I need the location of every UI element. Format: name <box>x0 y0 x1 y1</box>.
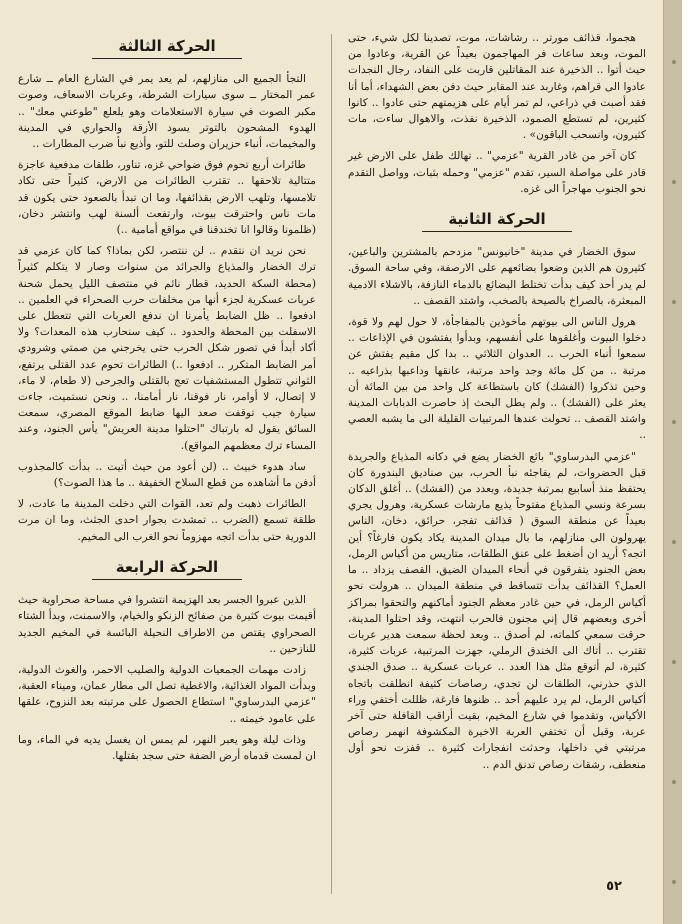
section-heading-movement-4: الحركة الرابعة <box>92 559 242 580</box>
body-paragraph: ساد هدوء خبيث .. (لن أعود من حيث أتيت .. بدأت كالمجذوب أدفن ما أشاهده من قطع السلاح الخفيفة .. ما هذا الصوت؟) <box>18 459 316 490</box>
right-column <box>348 30 646 778</box>
column-divider <box>331 34 332 894</box>
body-paragraph: زادت مهمات الجمعيات الدولية والصليب الاحمر، والغوث الدولية، وبدأت المواد الغذائية، والاغطية تصل الى مطار عمان، وميناء العقبة، "عزمي البدرساوي" استطاع الحصول على مرتبته بعد النزوح، علقها على عامود خيمته .. <box>18 662 316 725</box>
page-number: ٥٢ <box>606 879 622 894</box>
body-paragraph: وذات ليلة وهو يعبر النهر، لم يمس ان يغسل يديه في الماء، وما ان لمست قدماه أرض الضفة حتى سجد بقتلها. <box>18 732 316 762</box>
intro-paragraph: كان آخر من غادر القرية "عزمي" .. تهالك طفل على الارض غير قادر على مواصلة السير، تقدم "عزمي" وحمله بثبات، وواصل التقدم نحو الجنوب مهاجراً الى غزه. <box>348 149 646 195</box>
body-paragraph: سوق الخضار في مدينة "خانيونس" مزدحم بالمشترين والباعين، كثيرون هم الذين وضعوا بضائعهم على الارصفة، وفي ساحة السوق. لم يدر أحد كيف بدأت تختلط البضائع بالدماء النازفة، بالاشلاء الادمية المبعثرة، بالصراخ بالصيحة بالصخب، واشتد القصف .. <box>348 245 646 307</box>
body-paragraph: التجأ الجميع الى منازلهم، لم يعد يمر في الشارع العام ــ شارع عمر المختار ــ سوى سيارات الشرطة، وعربات الاسعاف، وصوت مكبر الصوت في سيارة الاستعلامات وهو يلعلع "طوعني معك" .. الهدوء المشحون بالتوتر يسود الأزقة والحواري في المدينة والمخيمات، أنباء حزيران وصلت للتو، وأذيع نبأ ضرب المطارات .. <box>18 72 316 151</box>
left-column <box>18 30 316 769</box>
section-heading-movement-3: الحركة الثالثة <box>92 38 242 59</box>
book-binding-edge <box>663 0 682 924</box>
intro-paragraph: هجموا، قذائف مورتر .. رشاشات، موت، تصدينا لكل شيء، حتى الموت، وبعد ساعات فر المهاجمون بعيداً عن القرية، وعادوا من حيث أتوا .. الذخيرة عند المقاتلين قاربت على النفاد، رجال النجدات عادوا الى قراهم، وغاربد عند المقابر حيث دفن بعض الشهداء، أما أنا فقد أصبت في ذراعي، لم تمر أيام على هزيمتهم حتى عادوا .. كانوا كثيرين، لم تستطع الصمود، الذخيرة نفذت، والاهوال ساءت، مات كثيرون، وانسحب الباقون» . <box>348 31 646 142</box>
body-paragraph: نحن نريد ان نتقدم .. لن ننتصر، لكن بماذا؟ كما كان عزمي قد ترك الخضار والمذياع والجرائد من سنوات وصار لا يتكلم كثيراً (محطة السكة الحديد، قطار نائم في منتصف الليل يحمل شحنة عربات عسكرية لجزء أنها من مخلفات حرب الصحراء في العلمين .. ادفعوا .. ظل الضابط يأمرنا ان ندفع العربات التي تتعطل على الاسفلت بين المحطة والحدود .. كيف سنحارب هذه المعدات؟ ولا أكاد أبدأ في تصور شكل الحرب حتى يخرجني من صمتي وشرودي أمر الضابط المتكرر .. ادفعوا ..) الطائرات تحوم عدد القتلى يرتفع، الثواني تتطول المستشفيات تعج بالقتلى والجرحى (لا طعام، لا ماء، لا إتصال، لا أوامر، نار فوقنا، نار أمامنا، .. ونحن نستميت، جاءت سيارة جيب توقفت صعد اليها ضابط الموقع المصري، سمعت السائق يقول له بارتباك "احتلوا مدينة العريش" يأس الجنود، وعند المساء ترك معظمهم المواقع). <box>18 244 316 452</box>
body-paragraph: طائرات أربع تحوم فوق ضواحي غزه، تناور، طلقات مدفعية عاجزة متتالية تلاحقها .. تقترب الطائرات من الارض، كثيراً حتى تكاد تلامسها، وتلهب الارض بقذائفها، وما ان تبدأ بالصعود حتى يكون قد مات ناس واحترقت بيوت، وارتفعت ألسنة لهب وانتشر دخان، (ظلمونا وقالوا انا تخندقنا في مواقع أمامية ..) <box>18 158 316 237</box>
body-paragraph: هرول الناس الى بيوتهم مأخوذين بالمفاجأة، لا حول لهم ولا قوة، دخلوا البيوت وأغلقوها على أنفسهم، وبدأوا يفتشون في الإذاعات .. سمعوا أنباء الحرب .. العدوان الثلاثي .. بدا كل مقيم يفتش عن مرتبة .. من كل مائة وجد واحد مرتبة، عانقها وداعبها بذراعيه .. وحين تذكروا (الفشك) كان باستطاعة كل واحد من بين المائة أن يعثر على (الفشك) .. ولم يطل البحث إذ حاصرت الدبابات المدينة واشتد القصف .. تحولت عندها المرتبيات القليلة الى ما يشبه العصي .. <box>348 315 646 442</box>
section-heading-movement-2: الحركة الثانية <box>422 211 572 232</box>
body-paragraph: الطائرات ذهبت ولم تعد، القوات التي دخلت المدينة ما عادت، لا طلقة تسمع (الضرب .. تمشدت بجوار احدى الجثث، وما ان مرت الدورية حتى بدأت اتجه مهزوماً نحو الغرب الى المخيم. <box>18 497 316 543</box>
body-paragraph: "عزمي البدرساوي" بائع الخضار يضع في دكانه المذياع والجريدة قبل الحضروات، لم يفاجئه نبأ الحرب، بين صناديق البندورة كان يحتفظ منذ أسابيع بمرتبة جديدة، وبعدد من (الفشك) .. أغلق الدكان بسرعة ونسي المذياع مفتوحاً يذيع مارشات عسكرية، وهرول يجري بعيداً عن منطقة السوق ( قذائف تفجر، حرائق، دخان، الناس يهرولون الى منازلهم، ما بال ميدان المدينة يكاد يكون فارغاً؟ أين اتجه؟ أريد ان أضغط على عنق الطلقات، متاريس من أكياس الرمل، بعض الجنود يتفرقون في أنحاء الميدان الضيق، القصف يزداد .. ما العمل؟ القذائف بدأت تتساقط في منطقة الميدان .. هرولت نحو أكياس الرمل، في حين غادر معظم الجنود أماكنهم والتحقوا بمراكز أخرى وبعضهم قال إني مجنون فالحرب انتهت، وقد احتلوا المدينة، حرقت سمعي كلماته، لم أصدق .. وبعد لحظة سمعت هدير عربات تقترب .. أتاك الى الخندق الرملي، جهزت المرتبية، عربات كثيرة، كثيرة، لم أتوقع مثل هذا العدد .. عربات عسكرية .. صدق الجندي الذي حذرني، الطلقات لن تجدي، رصاصات كثيفة انطلقت باتجاه أكياس الرمل، لم يرد عليهم أحد .. ظنوها فارغة، ظللت أختفي وراء الأكياس، وتقدموا في شارع المخيم، بقيت أراقب القافلة حتى آخر عربة، وقبل أن تختفي العربة الاخيرة المكشوفة انهمر رصاص مرتبتي في داخلها، وحدثت انفجارات كثيرة .. قفزت نحو أول منعطف، رشقات رصاص تدنق الدم .. <box>348 449 646 771</box>
body-paragraph: الذين عبروا الجسر بعد الهزيمة انتشروا في مساحة صحراوية حيث أقيمت بيوت كثيرة من صفائح الزنكو والخيام، والاسمنت، وبدأ الشتاء الصحراوي يقتص من الاطراف النحيلة البائسة في المخيم الجديد للنازحين .. <box>17 593 316 655</box>
